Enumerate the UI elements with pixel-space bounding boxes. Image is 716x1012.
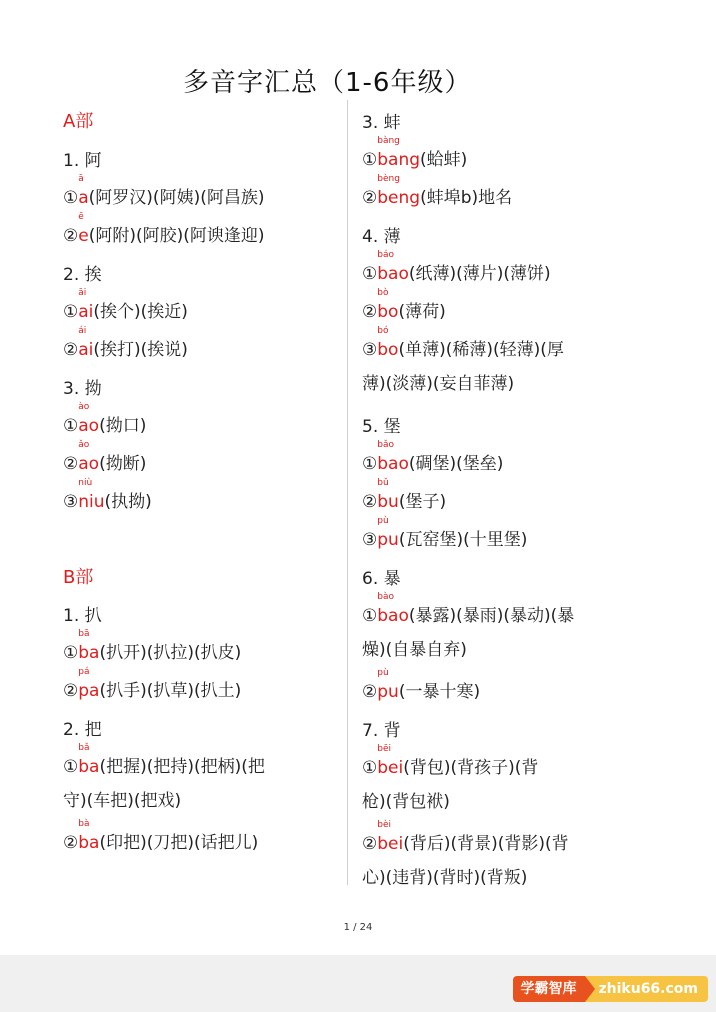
pronunciation-entry bbox=[63, 288, 188, 322]
pinyin: ǎo ao bbox=[78, 440, 100, 474]
pinyin: bào bao bbox=[377, 592, 409, 626]
char-heading: 1. 扒 bbox=[63, 606, 102, 626]
entry-words: (扒手)(扒草)(扒土) bbox=[99, 681, 242, 701]
pronunciation-entry bbox=[63, 402, 147, 436]
pronunciation-entry bbox=[362, 288, 446, 322]
pinyin-tone: báo bbox=[377, 250, 394, 260]
pinyin-tone: bào bbox=[377, 592, 394, 602]
pronunciation-entry bbox=[63, 212, 265, 246]
pinyin-tone: āi bbox=[78, 288, 87, 298]
entry-words: (把握)(把持)(把柄)(把 bbox=[99, 757, 265, 777]
entry-words: (碉堡)(堡垒) bbox=[408, 454, 504, 474]
char-heading: 7. 背 bbox=[362, 721, 401, 741]
entry-number: ③ bbox=[362, 340, 378, 360]
entry-number: ① bbox=[362, 264, 378, 284]
pinyin-tone: pù bbox=[377, 668, 389, 678]
entry-words: (执拗) bbox=[104, 492, 152, 512]
entry-number: ① bbox=[362, 150, 378, 170]
char-heading: 6. 暴 bbox=[362, 569, 401, 589]
entry-number: ① bbox=[362, 606, 378, 626]
entry-number: ② bbox=[63, 681, 79, 701]
pronunciation-entry bbox=[63, 174, 265, 208]
pinyin: bó bo bbox=[377, 326, 399, 360]
pinyin: bēi bei bbox=[377, 744, 404, 778]
entry-words: (背后)(背景)(背影)(背 bbox=[403, 834, 569, 854]
pinyin: bā ba bbox=[78, 629, 100, 663]
entry-number: ② bbox=[362, 834, 378, 854]
entry-number: ① bbox=[362, 454, 378, 474]
entry-number: ③ bbox=[63, 492, 79, 512]
pronunciation-entry bbox=[362, 440, 504, 474]
entry-number: ② bbox=[63, 340, 79, 360]
char-heading: 3. 拗 bbox=[63, 379, 102, 399]
pinyin: bèng beng bbox=[377, 174, 421, 208]
char-heading: 2. 把 bbox=[63, 720, 102, 740]
entry-words: (背包)(背孩子)(背 bbox=[403, 758, 539, 778]
entry-words: (扒开)(扒拉)(扒皮) bbox=[99, 643, 242, 663]
entry-continuation: 燥)(自暴自弃) bbox=[362, 640, 467, 660]
pinyin-tone: bàng bbox=[377, 136, 400, 146]
watermark-logo bbox=[513, 976, 709, 1002]
entry-words: (挨打)(挨说) bbox=[93, 340, 188, 360]
entry-number: ② bbox=[362, 302, 378, 322]
pinyin-tone: ā bbox=[78, 174, 84, 184]
entry-number: ① bbox=[63, 416, 79, 436]
pronunciation-entry bbox=[362, 820, 569, 854]
pronunciation-entry bbox=[362, 250, 551, 284]
entry-continuation: 心)(违背)(背时)(背叛) bbox=[362, 868, 528, 888]
entry-number: ① bbox=[63, 302, 79, 322]
pronunciation-entry bbox=[362, 326, 564, 360]
pinyin-tone: bǎo bbox=[377, 440, 394, 450]
pronunciation-entry bbox=[63, 326, 188, 360]
pinyin-tone: bèng bbox=[377, 174, 400, 184]
pinyin: ái ai bbox=[78, 326, 94, 360]
pinyin-tone: bó bbox=[377, 326, 389, 336]
entry-words: (纸薄)(薄片)(薄饼) bbox=[408, 264, 551, 284]
entry-number: ② bbox=[63, 226, 79, 246]
pinyin-tone: bà bbox=[78, 819, 90, 829]
pronunciation-entry bbox=[362, 478, 447, 512]
pinyin-tone: bǎ bbox=[78, 743, 90, 753]
char-heading: 4. 薄 bbox=[362, 227, 401, 247]
pronunciation-entry bbox=[63, 743, 265, 777]
entry-number: ② bbox=[362, 682, 378, 702]
entry-words: (蚌埠b)地名 bbox=[420, 188, 513, 208]
pinyin: bèi bei bbox=[377, 820, 404, 854]
pinyin: bǎ ba bbox=[78, 743, 100, 777]
entry-words: (瓦窑堡)(十里堡) bbox=[398, 530, 528, 550]
entry-number: ② bbox=[362, 188, 378, 208]
pinyin: bǎo bao bbox=[377, 440, 409, 474]
entry-continuation: 守)(车把)(把戏) bbox=[63, 791, 182, 811]
pronunciation-entry bbox=[63, 440, 147, 474]
char-heading: 2. 挨 bbox=[63, 265, 102, 285]
pinyin-tone: ái bbox=[78, 326, 87, 336]
section-heading-a: A部 bbox=[63, 111, 94, 132]
pinyin: āi ai bbox=[78, 288, 94, 322]
entry-number: ② bbox=[362, 492, 378, 512]
entry-number: ① bbox=[63, 188, 79, 208]
pronunciation-entry bbox=[362, 174, 513, 208]
pinyin: niù niu bbox=[78, 478, 105, 512]
page-number: 1 / 24 bbox=[343, 922, 373, 933]
page-title: 多音字汇总（1-6年级） bbox=[183, 68, 472, 98]
pinyin: pù pu bbox=[377, 668, 399, 702]
pinyin: ào ao bbox=[78, 402, 100, 436]
pronunciation-entry bbox=[63, 629, 242, 663]
entry-number: ② bbox=[63, 454, 79, 474]
entry-words: (单薄)(稀薄)(轻薄)(厚 bbox=[398, 340, 564, 360]
pinyin-tone: ǎo bbox=[78, 440, 90, 450]
entry-words: (堡子) bbox=[398, 492, 447, 512]
pronunciation-entry bbox=[362, 744, 539, 778]
column-divider bbox=[347, 100, 348, 885]
pinyin-tone: ē bbox=[78, 212, 84, 222]
entry-words: (薄荷) bbox=[398, 302, 446, 322]
entry-words: (一暴十寒) bbox=[398, 682, 481, 702]
char-heading: 3. 蚌 bbox=[362, 113, 401, 133]
entry-number: ① bbox=[63, 643, 79, 663]
entry-words: (拗断) bbox=[99, 454, 147, 474]
entry-number: ② bbox=[63, 833, 79, 853]
entry-words: (拗口) bbox=[99, 416, 147, 436]
watermark-arrow-icon bbox=[585, 976, 595, 1002]
pronunciation-entry bbox=[362, 668, 481, 702]
pinyin-tone: bèi bbox=[377, 820, 392, 830]
pinyin: bà ba bbox=[78, 819, 100, 853]
entry-number: ① bbox=[63, 757, 79, 777]
pronunciation-entry bbox=[63, 478, 152, 512]
entry-words: (印把)(刀把)(话把儿) bbox=[99, 833, 259, 853]
entry-words: (挨个)(挨近) bbox=[93, 302, 188, 322]
char-heading: 5. 堡 bbox=[362, 417, 401, 437]
pinyin-tone: bò bbox=[377, 288, 389, 298]
pinyin: pù pu bbox=[377, 516, 399, 550]
pronunciation-entry bbox=[63, 819, 259, 853]
pinyin: ā a bbox=[78, 174, 89, 208]
pinyin: bǔ bu bbox=[377, 478, 399, 512]
watermark-brand: 学霸智库 bbox=[513, 976, 585, 1002]
entry-words: (暴露)(暴雨)(暴动)(暴 bbox=[408, 606, 575, 626]
entry-continuation: 薄)(淡薄)(妄自菲薄) bbox=[362, 374, 515, 394]
pronunciation-entry bbox=[362, 592, 575, 626]
pronunciation-entry bbox=[362, 516, 528, 550]
section-heading-b: B部 bbox=[63, 567, 94, 588]
watermark-site: zhiku66.com bbox=[595, 976, 709, 1002]
pinyin: bàng bang bbox=[377, 136, 421, 170]
pinyin-tone: ào bbox=[78, 402, 90, 412]
pinyin-tone: pù bbox=[377, 516, 389, 526]
pinyin-tone: bā bbox=[78, 629, 90, 639]
pinyin-tone: niù bbox=[78, 478, 93, 488]
entry-words: (蛤蚌) bbox=[420, 150, 468, 170]
entry-continuation: 枪)(背包袱) bbox=[362, 792, 450, 812]
pinyin: bò bo bbox=[377, 288, 399, 322]
pronunciation-entry bbox=[362, 136, 468, 170]
pinyin-tone: bǔ bbox=[377, 478, 389, 488]
char-heading: 1. 阿 bbox=[63, 151, 102, 171]
entry-number: ① bbox=[362, 758, 378, 778]
pinyin-tone: bēi bbox=[377, 744, 392, 754]
entry-number: ③ bbox=[362, 530, 378, 550]
pinyin: pá pa bbox=[78, 667, 100, 701]
pinyin-tone: pá bbox=[78, 667, 90, 677]
entry-words: (阿附)(阿胶)(阿谀逢迎) bbox=[88, 226, 265, 246]
pinyin: ē e bbox=[78, 212, 89, 246]
pronunciation-entry bbox=[63, 667, 242, 701]
pinyin: báo bao bbox=[377, 250, 409, 284]
entry-words: (阿罗汉)(阿姨)(阿昌族) bbox=[88, 188, 265, 208]
